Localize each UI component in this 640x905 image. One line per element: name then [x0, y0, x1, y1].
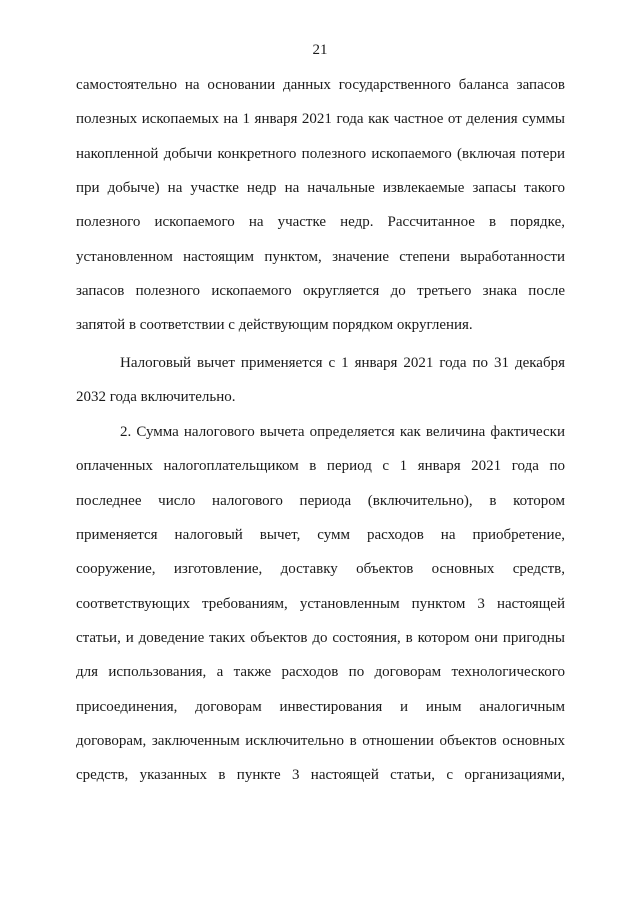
text-line: последнее число налогового периода (включительно), в котором — [76, 492, 565, 509]
text-line: присоединения, договорам инвестирования и иным аналогичным — [76, 698, 565, 715]
paragraph-2 — [76, 346, 565, 415]
text-line: полезного ископаемого на участке недр. Рассчитанное в порядке, — [76, 214, 565, 231]
text-line: Налоговый вычет применяется с 1 января 2021 года по 31 декабря — [120, 355, 565, 371]
paragraph-1 — [76, 68, 565, 343]
text-line: накопленной добычи конкретного полезного ископаемого (включая потери — [76, 145, 565, 162]
text-line: установленном настоящим пунктом, значение степени выработанности — [76, 248, 565, 265]
text-line: запасов полезного ископаемого округляется до третьего знака после — [76, 283, 565, 300]
text-line: применяется налоговый вычет, сумм расходов на приобретение, — [76, 527, 565, 544]
text-line: сооружение, изготовление, доставку объектов основных средств, — [76, 561, 565, 578]
paragraph-3 — [76, 415, 565, 793]
text-line: оплаченных налогоплательщиком в период с 1 января 2021 года по — [76, 458, 565, 475]
text-line: статьи, и доведение таких объектов до состояния, в котором они пригодны — [76, 630, 565, 647]
text-line: 2032 года включительно. — [76, 389, 236, 406]
text-line: полезных ископаемых на 1 января 2021 года как частное от деления суммы — [76, 111, 565, 128]
text-line: 2. Сумма налогового вычета определяется как величина фактически — [120, 424, 565, 440]
text-line: средств, указанных в пункте 3 настоящей статьи, с организациями, — [76, 767, 565, 784]
text-line: договорам, заключенным исключительно в отношении объектов основных — [76, 733, 565, 750]
text-line: для использования, а также расходов по договорам технологического — [76, 664, 565, 681]
text-line: самостоятельно на основании данных государственного баланса запасов — [76, 77, 565, 93]
text-line: при добыче) на участке недр на начальные извлекаемые запасы такого — [76, 180, 565, 197]
text-line: запятой в соответствии с действующим порядком округления. — [76, 317, 473, 334]
text-line: соответствующих требованиям, установленным пунктом 3 настоящей — [76, 595, 565, 612]
page-number: 21 — [312, 42, 328, 58]
